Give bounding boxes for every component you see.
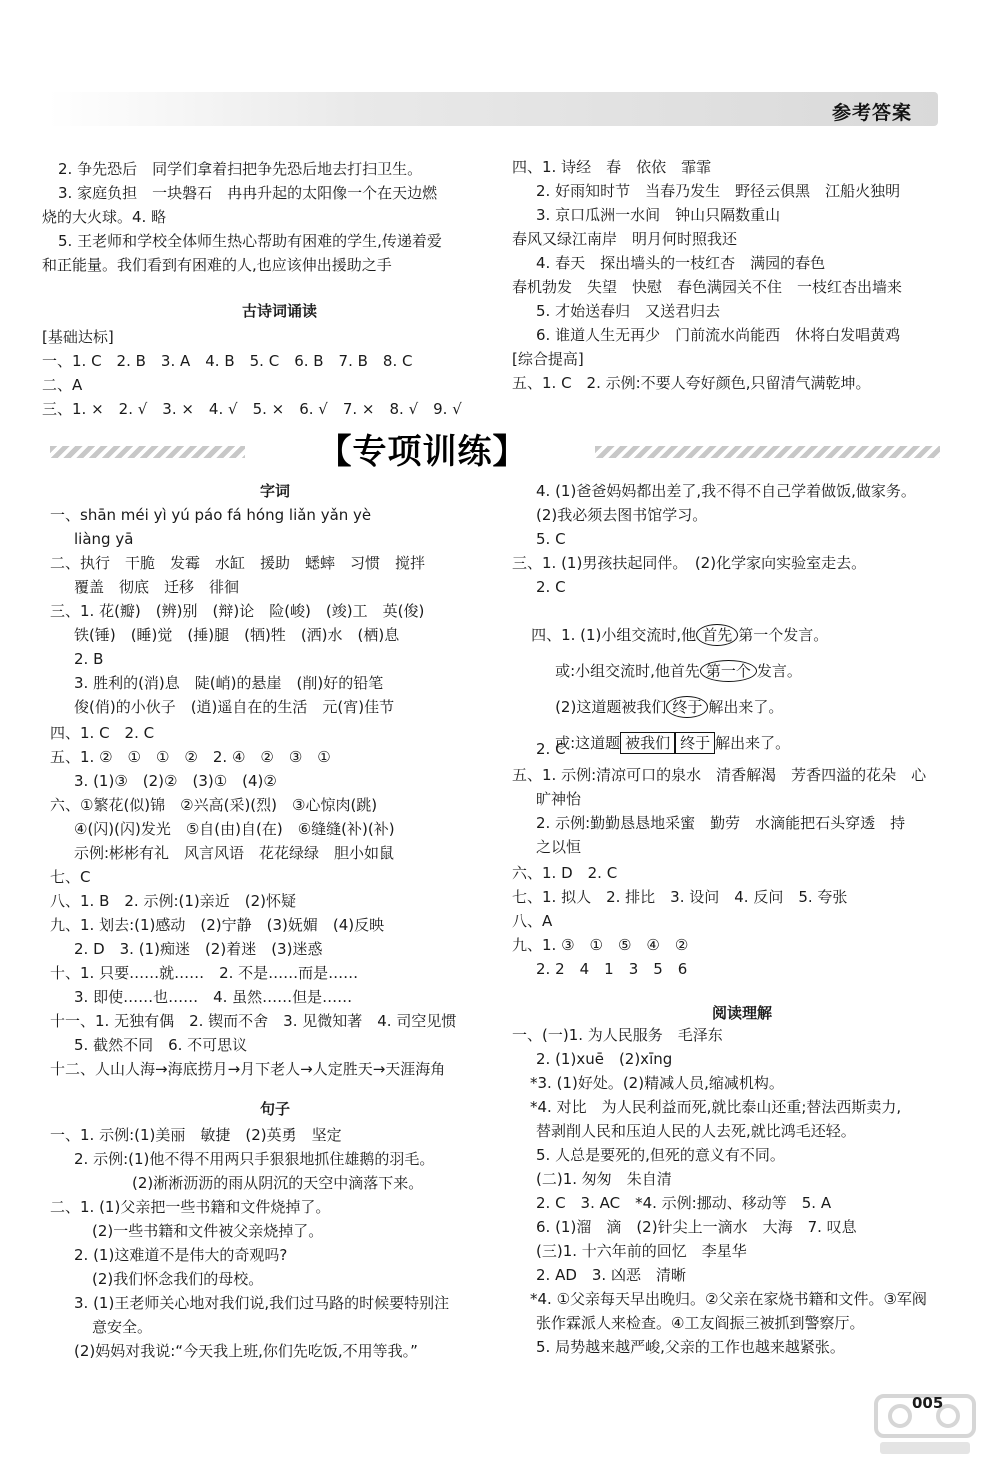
circled-word: 终于 (666, 696, 708, 718)
text-line: 铁(锤) (睡)觉 (捶)腿 (牺)牲 (洒)水 (栖)息 (74, 626, 400, 644)
section-title: 阅读理解 (712, 1004, 773, 1022)
text-line: 一、1. C 2. B 3. A 4. B 5. C 6. B 7. B 8. C (42, 352, 413, 370)
sentence-text: 第一个发言。 (738, 626, 829, 644)
text-line: 2. C (536, 740, 566, 758)
text-line: 2. D 3. (1)痴迷 (2)着迷 (3)迷惑 (74, 940, 323, 958)
text-line: 九、1. ③ ① ⑤ ④ ② (512, 936, 689, 954)
text-line: [基础达标] (42, 328, 114, 346)
text-line: [综合提高] (512, 350, 584, 368)
sentence-text: 发言。 (756, 662, 802, 680)
text-line: 2. (1)xuē (2)xīng (536, 1050, 673, 1068)
text-line: 6. 谁道人生无再少 门前流水尚能西 休将白发唱黄鸡 (536, 326, 901, 344)
text-line: 三、1. 花(瓣) (辨)别 (辩)论 险(峻) (竣)工 英(俊) (50, 602, 425, 620)
text-line: *4. ①父亲每天早出晚归。②父亲在家烧书籍和文件。③军阀 (530, 1290, 927, 1308)
text-line: 4. (1)爸爸妈妈都出差了,我不得不自己学着做饭,做家务。 (536, 482, 916, 500)
sentence-text: 或:这道题 (555, 734, 621, 752)
text-line: 5. 才始送春归 又送君归去 (536, 302, 721, 320)
text-line: 四、1. C 2. C (50, 724, 155, 742)
page-number: 005 (912, 1394, 944, 1412)
section-title: 古诗词诵读 (242, 302, 318, 320)
text-line: 和正能量。我们看到有困难的人,也应该伸出援助之手 (42, 256, 392, 274)
text-line: 八、A (512, 912, 553, 930)
text-line: (二)1. 匆匆 朱自清 (536, 1170, 672, 1188)
boxed-word: 被我们 (620, 732, 675, 754)
text-line: 2. 好雨知时节 当春乃发生 野径云俱黑 江船火独明 (536, 182, 901, 200)
sentence-text: 解出来了。 (708, 698, 784, 716)
text-line: 5. 人总是要死的,但死的意义有不同。 (536, 1146, 785, 1164)
text-line: 5. 局势越来越严峻,父亲的工作也越来越紧张。 (536, 1338, 845, 1356)
text-line: 七、C (50, 868, 91, 886)
circled-word: 第一个 (700, 660, 757, 682)
text-line: 六、1. D 2. C (512, 864, 618, 882)
text-line: 十、1. 只要……就…… 2. 不是……而是…… (50, 964, 359, 982)
text-line: 替剥削人民和压迫人民的人去死,就比鸿毛还轻。 (536, 1122, 856, 1140)
text-line: 八、1. B 2. 示例:(1)亲近 (2)怀疑 (50, 892, 296, 910)
text-line: 5. 截然不同 6. 不可思议 (74, 1036, 248, 1054)
text-line: 2. 示例:勤勤恳恳地采蜜 勤劳 水滴能把石头穿透 持 (536, 814, 906, 832)
text-line: (2)我必须去图书馆学习。 (536, 506, 708, 524)
text-line: *3. (1)好处。(2)精减人员,缩减机构。 (530, 1074, 784, 1092)
text-line: 4. 春天 探出墙头的一枝红杏 满园的春色 (536, 254, 826, 272)
banner-stripe-right (595, 446, 940, 458)
text-line: liàng yā (74, 530, 134, 548)
text-line: 十二、人山人海→海底捞月→月下老人→人定胜天→天涯海角 (50, 1060, 446, 1078)
text-line: 3. 即使……也…… 4. 虽然……但是…… (74, 988, 353, 1006)
text-line: 2. C (536, 578, 566, 596)
text-line: 覆盖 彻底 迁移 徘徊 (74, 578, 240, 596)
text-line: (2)妈妈对我说:“今天我上班,你们先吃饭,不用等我。” (74, 1342, 418, 1360)
text-line: 十一、1. 无独有偶 2. 锲而不舍 3. 见微知著 4. 司空见惯 (50, 1012, 457, 1030)
sentence-text: 解出来了。 (715, 734, 791, 752)
section-title: 字词 (260, 482, 291, 500)
text-line: 2. 示例:(1)他不得不用两只手狠狠地抓住雄鹅的羽毛。 (74, 1150, 435, 1168)
text-line: 3. (1)③ (2)② (3)① (4)② (74, 772, 277, 790)
text-line: 3. 家庭负担 一块磐石 冉冉升起的太阳像一个在天边燃 (58, 184, 438, 202)
text-line: 2. B (74, 650, 104, 668)
text-line: 3. 胜利的(消)息 陡(峭)的悬崖 (削)好的铅笔 (74, 674, 384, 692)
text-line: (三)1. 十六年前的回忆 李星华 (536, 1242, 747, 1260)
text-line: 二、执行 干脆 发霉 水缸 援助 蟋蟀 习惯 搅拌 (50, 554, 426, 572)
text-line: 3. 京口瓜洲一水间 钟山只隔数重山 (536, 206, 781, 224)
text-line: 二、A (42, 376, 83, 394)
text-line: (2)我们怀念我们的母校。 (92, 1270, 264, 1288)
banner-title: 【专项训练】 (317, 432, 528, 472)
sentence-text: 或:小组交流时,他首先 (555, 662, 700, 680)
text-line: 意安全。 (92, 1318, 153, 1336)
sentence-text: 四、1. (1)小组交流时,他 (531, 626, 697, 644)
text-line: 一、(一)1. 为人民服务 毛泽东 (512, 1026, 723, 1044)
text-line: 张作霖派人来检查。④工友阎振三被抓到警察厅。 (536, 1314, 865, 1332)
text-line: 九、1. 划去:(1)感动 (2)宁静 (3)妩媚 (4)反映 (50, 916, 385, 934)
text-line: 五、1. 示例:清凉可口的泉水 清香解渴 芳香四溢的花朵 心 (512, 766, 927, 784)
text-line: 五、1. C 2. 示例:不要人夸好颜色,只留清气满乾坤。 (512, 374, 871, 392)
text-line: 之以恒 (536, 838, 582, 856)
text-line: (2)一些书籍和文件被父亲烧掉了。 (92, 1222, 324, 1240)
text-line: 2. AD 3. 凶恶 清晰 (536, 1266, 686, 1284)
text-line: *4. 对比 为人民利益而死,就比泰山还重;替法西斯卖力, (530, 1098, 902, 1116)
text-line: 春风又绿江南岸 明月何时照我还 (512, 230, 738, 248)
text-line: 烧的大火球。4. 略 (42, 208, 167, 226)
text-line: 七、1. 拟人 2. 排比 3. 设问 4. 反问 5. 夸张 (512, 888, 848, 906)
text-line: 2. (1)这难道不是伟大的奇观吗? (74, 1246, 288, 1264)
text-line: (2)淅淅沥沥的雨从阴沉的天空中滴落下来。 (132, 1174, 424, 1192)
text-line: 一、1. 示例:(1)美丽 敏捷 (2)英勇 坚定 (50, 1126, 342, 1144)
text-line: 五、1. ② ① ① ② 2. ④ ② ③ ① (50, 748, 331, 766)
text-line: 5. C (536, 530, 566, 548)
section-banner (50, 428, 940, 472)
banner-stripe-left (50, 446, 245, 458)
text-line: 旷神怡 (536, 790, 582, 808)
circled-word: 首先 (696, 624, 738, 646)
sentence-text: (2)这道题被我们 (555, 698, 667, 716)
header-bar (48, 92, 938, 126)
text-line: 俊(俏)的小伙子 (逍)遥自在的生活 元(宵)佳节 (74, 698, 395, 716)
text-line: 2. C 3. AC *4. 示例:挪动、移动等 5. A (536, 1194, 832, 1212)
text-line: 6. (1)溜 滴 (2)针尖上一滴水 大海 7. 叹息 (536, 1218, 857, 1236)
text-line: 示例:彬彬有礼 风言风语 花花绿绿 胆小如鼠 (74, 844, 395, 862)
text-line: ④(闪)(闪)发光 ⑤自(由)自(在) ⑥缝缝(补)(补) (74, 820, 395, 838)
text-line: 春机勃发 失望 快慰 春色满园关不住 一枝红杏出墙来 (512, 278, 903, 296)
text-line: 四、1. 诗经 春 依依 霏霏 (512, 158, 712, 176)
text-line: 六、①繁花(似)锦 ②兴高(采)(烈) ③心惊肉(跳) (50, 796, 378, 814)
text-line: 三、1. × 2. √ 3. × 4. √ 5. × 6. √ 7. × 8. √ 9. √ (42, 400, 462, 418)
text-line: 一、shān méi yì yú páo fá hóng liǎn yǎn yè (50, 506, 372, 524)
header-title: 参考答案 (831, 102, 912, 124)
boxed-word: 终于 (675, 732, 715, 754)
section-title: 句子 (260, 1100, 291, 1118)
text-line: 5. 王老师和学校全体师生热心帮助有困难的学生,传递着爱 (58, 232, 442, 250)
text-line: 2. 争先恐后 同学们拿着扫把争先恐后地去打扫卫生。 (58, 160, 423, 178)
text-line: 二、1. (1)父亲把一些书籍和文件烧掉了。 (50, 1198, 331, 1216)
text-line: 2. 2 4 1 3 5 6 (536, 960, 688, 978)
text-line: 三、1. (1)男孩扶起同伴。 (2)化学家向实验室走去。 (512, 554, 867, 572)
text-line: 3. (1)王老师关心地对我们说,我们过马路的时候要特别注 (74, 1294, 450, 1312)
